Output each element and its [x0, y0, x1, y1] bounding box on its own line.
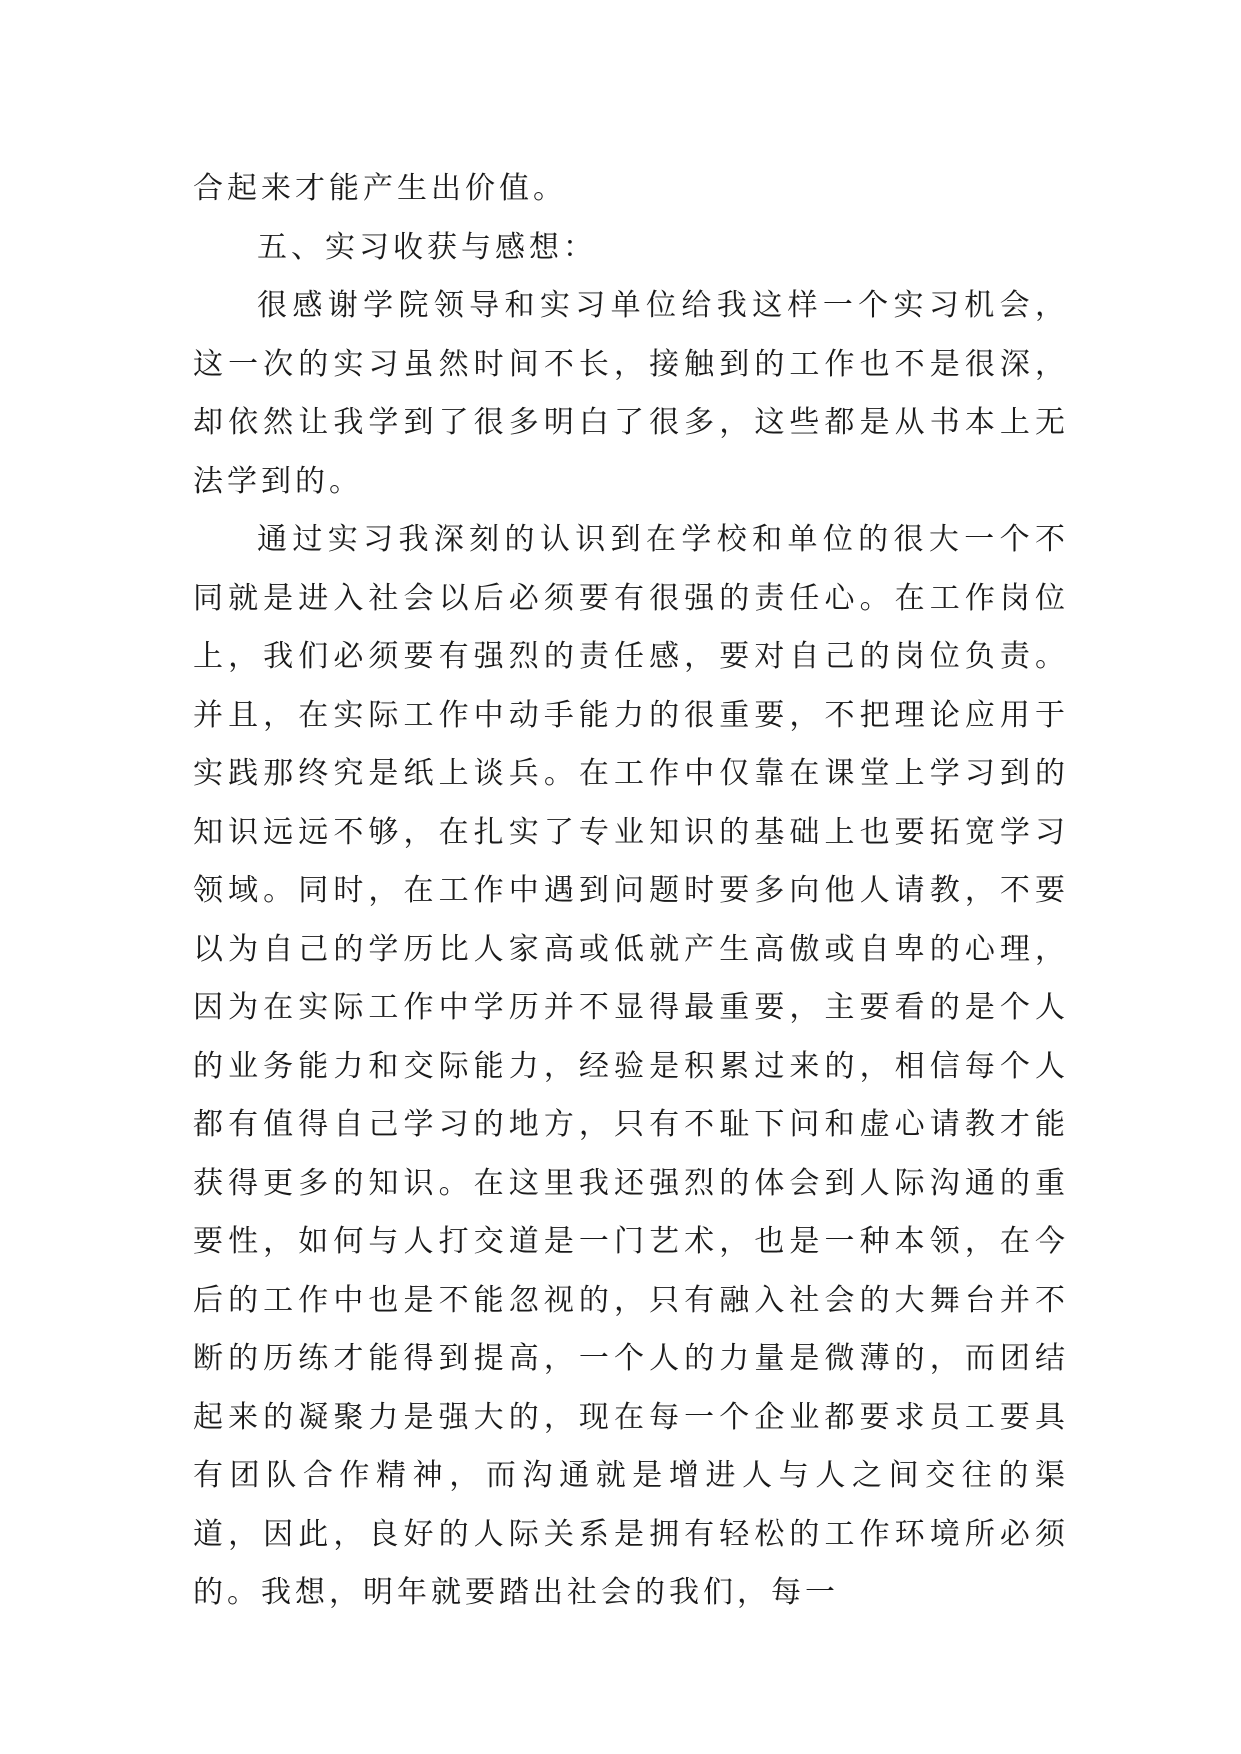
- document-body: [193, 160, 1069, 1623]
- paragraph-continuation: 合起来才能产生出价值。: [193, 171, 567, 206]
- section-heading: 五、实习收获与感想：: [257, 229, 597, 265]
- paragraph-gratitude: 很感谢学院领导和实习单位给我这样一个实习机会，这一次的实习虽然时间不长，接触到的工作也不是很深，却依然让我学到了很多明白了很多，这些都是从书本上无法学到的。: [193, 288, 1069, 499]
- paragraph-reflection: 通过实习我深刻的认识到在学校和单位的很大一个不同就是进入社会以后必须要有很强的责任心。在工作岗位上，我们必须要有强烈的责任感，要对自己的岗位负责。并且，在实际工作中动手能力的很重要，不把理论应用于实践那终究是纸上谈兵。在工作中仅靠在课堂上学习到的知识远远不够，在扎实了专业知识的基础上也要拓宽学习领域。同时，在工作中遇到问题时要多向他人请教，不要以为自己的学历比人家高或低就产生高傲或自卑的心理，因为在实际工作中学历并不显得最重要，主要看的是个人的业务能力和交际能力，经验是积累过来的，相信每个人都有值得自己学习的地方，只有不耻下问和虚心请教才能获得更多的知识。在这里我还强烈的体会到人际沟通的重要性，如何与人打交道是一门艺术，也是一种本领，在今后的工作中也是不能忽视的，只有融入社会的大舞台并不断的历练才能得到提高，一个人的力量是微薄的，而团结起来的凝聚力是强大的，现在每一个企业都要求员工要具有团队合作精神，而沟通就是增进人与人之间交往的渠道，因此，良好的人际关系是拥有轻松的工作环境所必须的。我想，明年就要踏出社会的我们，每一: [193, 522, 1069, 1610]
